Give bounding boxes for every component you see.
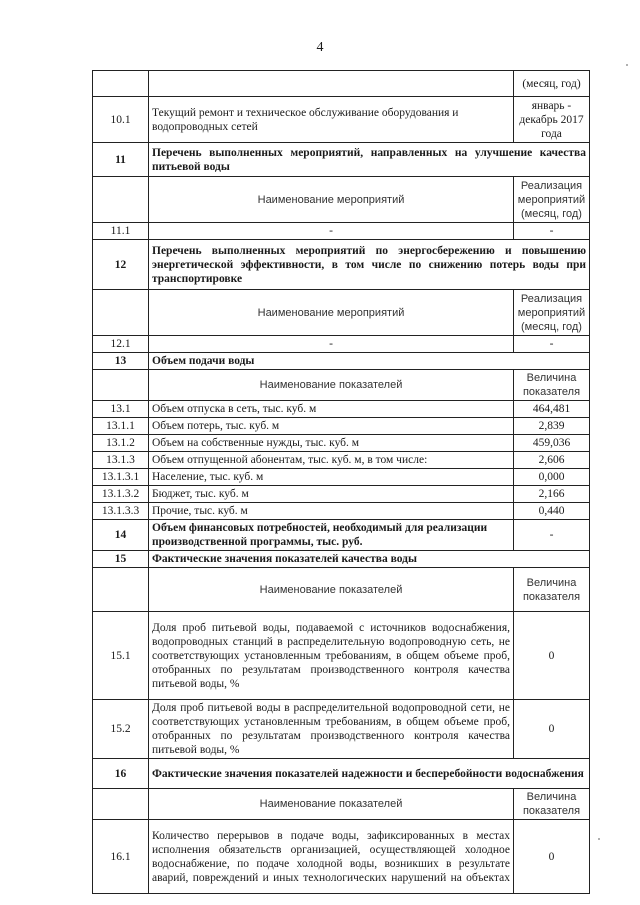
row-text: Доля проб питьевой воды в распределительной водопроводной сети, не соответствующих установленным требованиям, в общем объеме проб, отобранных по результатам производственного контроля качества питьевой воды, %: [149, 700, 514, 759]
table-row: [93, 71, 590, 97]
column-header-row: [93, 370, 590, 401]
row-text: Объем на собственные нужды, тыс. куб. м: [149, 435, 514, 452]
column-header-name: Наименование показателей: [149, 370, 514, 401]
row-number: 12.1: [93, 336, 149, 353]
row-text: Доля проб питьевой воды, подаваемой с источников водоснабжения, водопроводных станций в распределительную водопроводную сеть, не соответствующих установленным требованиям, в общем объеме проб, отобранных по результатам производственного контроля качества питьевой воды, %: [149, 612, 514, 700]
column-header-value: Реализация мероприятий (месяц, год): [514, 290, 590, 336]
row-value: январь - декабрь 2017 года: [514, 97, 590, 143]
table-row: [93, 503, 590, 520]
row-value: 0,000: [514, 469, 590, 486]
column-header-name: Наименование показателей: [149, 789, 514, 820]
row-text: -: [149, 223, 514, 240]
section-number: 12: [93, 240, 149, 290]
row-text: Количество перерывов в подаче воды, зафиксированных в местах исполнения обязательств организацией, осуществляющей холодное водоснабжение, по подаче холодной воды, возникших в результате аварий, повреждений и иных технологических нарушений на объектах: [149, 820, 514, 894]
section-number: 16: [93, 759, 149, 789]
row-number: 13.1.3.2: [93, 486, 149, 503]
row-value: 2,839: [514, 418, 590, 435]
report-table: [92, 70, 590, 894]
column-header-value: Величина показателя: [514, 370, 590, 401]
row-text: Бюджет, тыс. куб. м: [149, 486, 514, 503]
table-row: [93, 469, 590, 486]
column-header-name: Наименование мероприятий: [149, 290, 514, 336]
row-value: -: [514, 336, 590, 353]
row-value: 2,606: [514, 452, 590, 469]
row-value: 464,481: [514, 401, 590, 418]
section-row: [93, 520, 590, 551]
period-header-tail: (месяц, год): [514, 71, 590, 97]
section-title: Фактические значения показателей качества воды: [149, 551, 590, 568]
section-title: Перечень выполненных мероприятий, направленных на улучшение качества питьевой воды: [149, 143, 590, 177]
column-header-row: [93, 290, 590, 336]
column-header-row: [93, 568, 590, 612]
table-row: [93, 612, 590, 700]
column-header-value: Величина показателя: [514, 568, 590, 612]
section-title: Фактические значения показателей надежности и бесперебойности водоснабжения: [149, 759, 590, 789]
table-row: [93, 336, 590, 353]
row-number: 16.1: [93, 820, 149, 894]
section-row: [93, 143, 590, 177]
page-number: 4: [316, 40, 324, 55]
table-row: [93, 418, 590, 435]
section-number: 14: [93, 520, 149, 551]
section-number: 13: [93, 353, 149, 370]
column-header-name: Наименование показателей: [149, 568, 514, 612]
scan-speck: [598, 838, 600, 840]
row-value: 0: [514, 820, 590, 894]
row-value: 459,036: [514, 435, 590, 452]
row-number: 13.1.3.3: [93, 503, 149, 520]
row-text: -: [149, 336, 514, 353]
table-row: [93, 435, 590, 452]
row-text: Население, тыс. куб. м: [149, 469, 514, 486]
section-row: [93, 353, 590, 370]
table-row: [93, 486, 590, 503]
column-header-value: Величина показателя: [514, 789, 590, 820]
section-number: 15: [93, 551, 149, 568]
row-value: 0: [514, 612, 590, 700]
row-number: 13.1: [93, 401, 149, 418]
section-row: [93, 240, 590, 290]
section-title: Объем подачи воды: [149, 353, 590, 370]
row-number: 13.1.3: [93, 452, 149, 469]
column-header-name: Наименование мероприятий: [149, 177, 514, 223]
row-text: Объем отпуска в сеть, тыс. куб. м: [149, 401, 514, 418]
row-number: 13.1.2: [93, 435, 149, 452]
row-value: -: [514, 223, 590, 240]
row-text: Объем потерь, тыс. куб. м: [149, 418, 514, 435]
column-header-value: Реализация мероприятий (месяц, год): [514, 177, 590, 223]
section-row: [93, 759, 590, 789]
section-title: Перечень выполненных мероприятий по энергосбережению и повышению энергетической эффективности, в том числе по снижению потерь воды при транспортировке: [149, 240, 590, 290]
section-number: 11: [93, 143, 149, 177]
table-row: [93, 97, 590, 143]
section-title: Объем финансовых потребностей, необходимый для реализации производственной программы, тыс. руб.: [149, 520, 514, 551]
row-value: 0: [514, 700, 590, 759]
row-number: 10.1: [93, 97, 149, 143]
row-number: 15.1: [93, 612, 149, 700]
table-row: [93, 452, 590, 469]
row-number: 13.1.1: [93, 418, 149, 435]
row-number: 15.2: [93, 700, 149, 759]
section-row: [93, 551, 590, 568]
column-header-row: [93, 789, 590, 820]
row-text: Прочие, тыс. куб. м: [149, 503, 514, 520]
table-row: [93, 700, 590, 759]
row-text: Объем отпущенной абонентам, тыс. куб. м, в том числе:: [149, 452, 514, 469]
table-row: [93, 401, 590, 418]
column-header-row: [93, 177, 590, 223]
table-row: [93, 820, 590, 894]
row-number: 11.1: [93, 223, 149, 240]
table-row: [93, 223, 590, 240]
row-text: Текущий ремонт и техническое обслуживание оборудования и водопроводных сетей: [149, 97, 514, 143]
row-value: 2,166: [514, 486, 590, 503]
row-value: -: [514, 520, 590, 551]
scan-speck: [626, 64, 628, 66]
row-value: 0,440: [514, 503, 590, 520]
row-number: 13.1.3.1: [93, 469, 149, 486]
